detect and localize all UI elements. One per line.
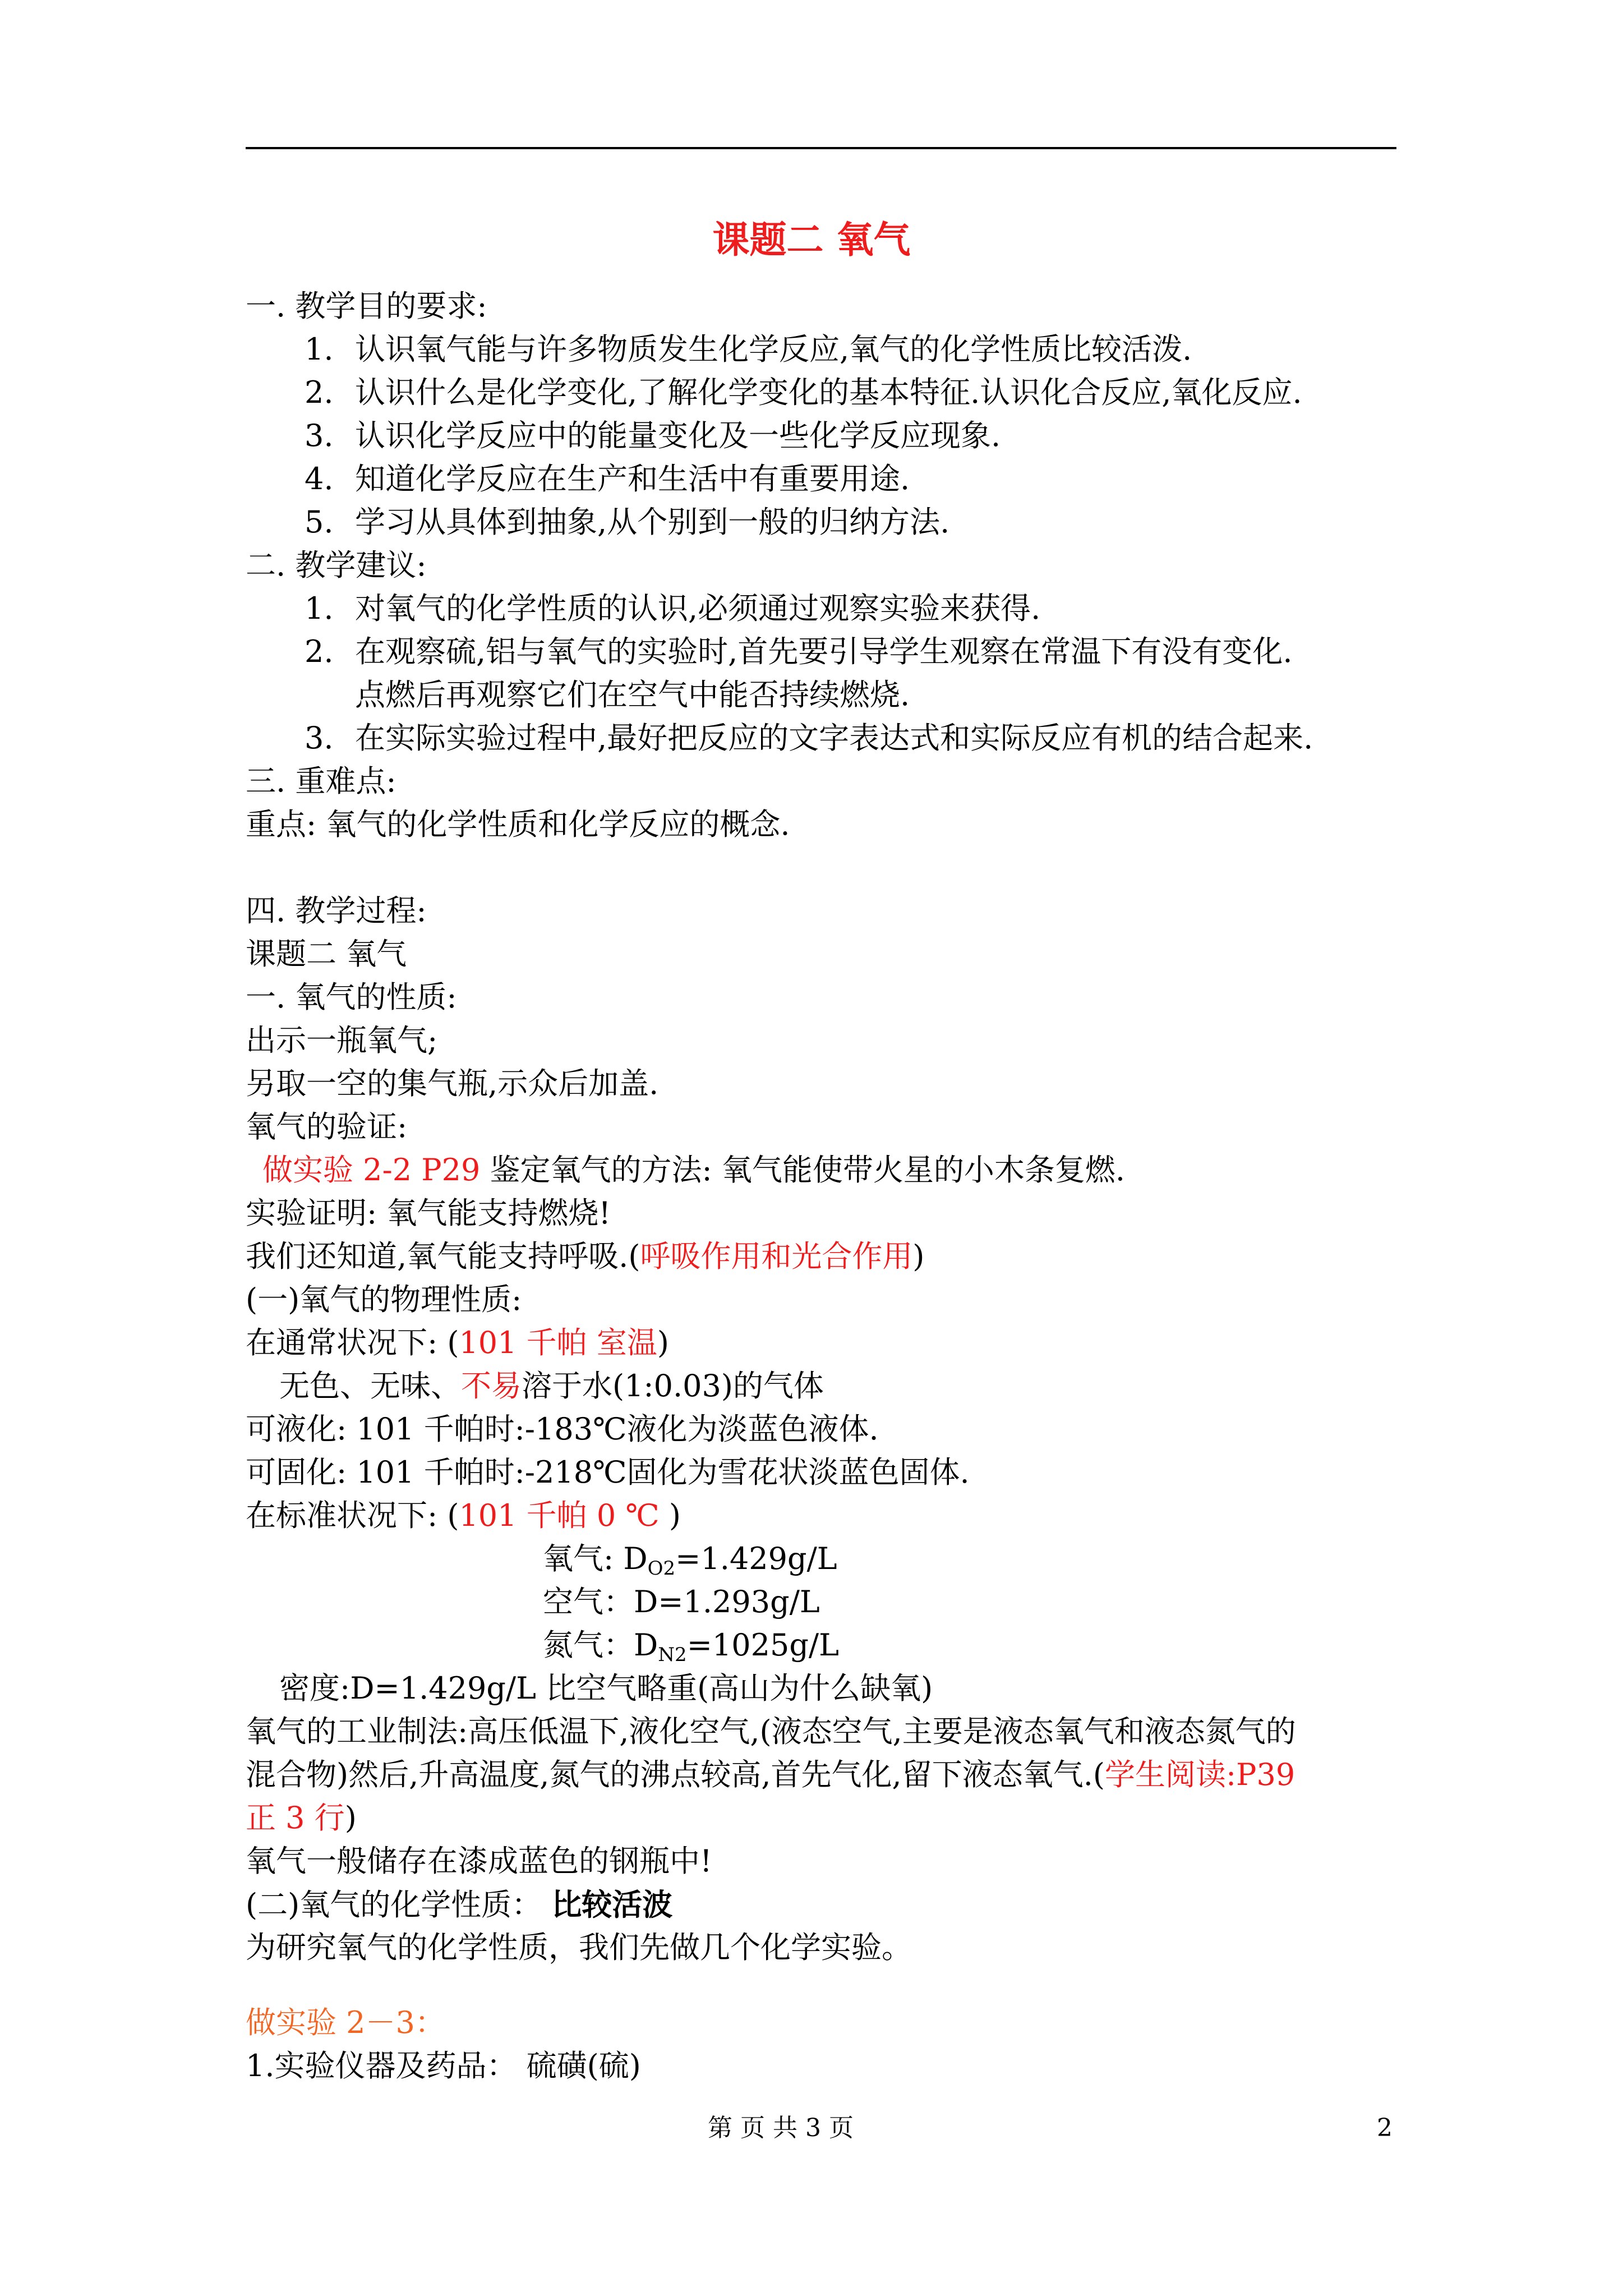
page-title: 课题二 氧气: [712, 218, 911, 261]
oxygen-density: [543, 1538, 837, 1580]
liquefy-line: 可液化: 101 千帕时:-183℃液化为淡蓝色液体.: [246, 1411, 879, 1447]
show-bottle: 出示一瓶氧气;: [246, 1023, 438, 1058]
section-2-heading: 二. 教学建议:: [246, 547, 427, 583]
nitrogen-density: [543, 1624, 839, 1667]
part-1-heading: 一. 氧气的性质:: [246, 979, 457, 1015]
chemical-properties-line: [246, 1883, 672, 1926]
experiment-2-2-label: 做实验 2-2 P29: [262, 1152, 481, 1188]
normal-conditions-highlight: 101 千帕 室温: [459, 1325, 657, 1360]
apparatus-line: 1.实验仪器及药品： 硫磺(硫): [246, 2048, 641, 2083]
oxygen-density-label: 氧气: D: [543, 1541, 648, 1576]
s1-item-4-num: 4.: [305, 461, 334, 496]
breathing-highlight: 呼吸作用和光合作用: [640, 1239, 913, 1274]
s2-item-2-text: 在观察硫,铝与氧气的实验时,首先要引导学生观察在常温下有没有变化.: [355, 634, 1293, 669]
breathing-line: [246, 1235, 924, 1278]
section-3-heading: 三. 重难点:: [246, 763, 396, 799]
density-line: 密度:D=1.429g/L 比空气略重(高山为什么缺氧): [279, 1671, 933, 1706]
industrial-reading-ref-cont: 正 3 行: [246, 1800, 345, 1835]
s2-item-1-text: 对氧气的化学性质的认识,必须通过观察实验来获得.: [355, 591, 1041, 626]
solidify-line: 可固化: 101 千帕时:-218℃固化为雪花状淡蓝色固体.: [246, 1455, 970, 1490]
normal-conditions-close: ): [657, 1325, 669, 1360]
oxygen-subscript: O2: [647, 1557, 676, 1580]
s1-item-1-text: 认识氧气能与许多物质发生化学反应,氧气的化学性质比较活泼.: [355, 332, 1192, 367]
air-density: 空气：D=1.293g/L: [543, 1584, 820, 1619]
s2-item-1-num: 1.: [305, 591, 334, 626]
breathing-text: 我们还知道,氧气能支持呼吸.(: [246, 1239, 640, 1274]
standard-conditions-highlight: 101 千帕 0 ℃: [459, 1498, 660, 1533]
section-1-heading: 一. 教学目的要求:: [246, 288, 487, 324]
section-4-heading: 四. 教学过程:: [246, 893, 427, 928]
s1-item-2-text: 认识什么是化学变化,了解化学变化的基本特征.认识化合反应,氧化反应.: [355, 375, 1302, 410]
experiment-2-3-heading: 做实验 2－3：: [246, 2005, 445, 2040]
s1-item-2-num: 2.: [305, 375, 334, 410]
standard-conditions-text: 在标准状况下: (: [246, 1498, 459, 1533]
experiment-2-2-line: [262, 1149, 1125, 1191]
key-point: 重点: 氧气的化学性质和化学反应的概念.: [246, 807, 790, 842]
nitrogen-subscript: N2: [658, 1644, 687, 1666]
colorless-line: [279, 1365, 824, 1407]
footer-page-number: 2: [1377, 2114, 1393, 2142]
s2-item-3-num: 3.: [305, 720, 334, 756]
experiment-2-2-text: 鉴定氧气的方法: 氧气能使带火星的小木条复燃.: [480, 1152, 1126, 1188]
footer-page-info: 第 页 共 3 页: [708, 2114, 854, 2142]
normal-conditions-line: [246, 1322, 669, 1364]
colorless-highlight: 不易: [461, 1368, 522, 1404]
industrial-line-3: [246, 1797, 357, 1839]
verify-heading: 氧气的验证:: [246, 1109, 408, 1144]
s1-item-3-text: 认识化学反应中的能量变化及一些化学反应现象.: [355, 418, 1001, 453]
oxygen-density-value: =1.429g/L: [675, 1541, 837, 1576]
s1-item-4-text: 知道化学反应在生产和生活中有重要用途.: [355, 461, 910, 496]
s1-item-5-text: 学习从具体到抽象,从个别到一般的归纳方法.: [355, 504, 950, 540]
chemical-properties-heading: (二)氧气的化学性质：: [246, 1887, 552, 1922]
normal-conditions-text: 在通常状况下: (: [246, 1325, 459, 1360]
take-bottle: 另取一空的集气瓶,示众后加盖.: [246, 1066, 659, 1101]
s1-item-5-num: 5.: [305, 504, 334, 540]
industrial-close: ): [344, 1800, 357, 1835]
breathing-close: ): [912, 1239, 925, 1274]
s1-item-1-num: 1.: [305, 332, 334, 367]
physical-properties-heading: (一)氧气的物理性质:: [246, 1282, 522, 1317]
standard-conditions-line: [246, 1494, 681, 1537]
s2-item-2-continuation: 点燃后再观察它们在空气中能否持续燃烧.: [355, 677, 910, 712]
research-line: 为研究氧气的化学性质，我们先做几个化学实验。: [246, 1930, 912, 1965]
storage-line: 氧气一般储存在漆成蓝色的钢瓶中!: [246, 1843, 712, 1879]
s2-item-3-text: 在实际实验过程中,最好把反应的文字表达式和实际反应有机的结合起来.: [355, 720, 1313, 756]
industrial-reading-ref: 学生阅读:P39: [1104, 1757, 1295, 1792]
colorless-text: 无色、无味、: [279, 1368, 461, 1404]
industrial-line-1: 氧气的工业制法:高压低温下,液化空气,(液态空气,主要是液态氧气和液态氮气的: [246, 1714, 1296, 1749]
industrial-text: 混合物)然后,升高温度,氮气的沸点较高,首先气化,留下液态氧气.(: [246, 1757, 1105, 1792]
industrial-line-2: [246, 1754, 1295, 1796]
s1-item-3-num: 3.: [305, 418, 334, 453]
lesson-title: 课题二 氧气: [246, 936, 407, 972]
nitrogen-density-label: 氮气：D: [543, 1627, 658, 1663]
nitrogen-density-value: =1025g/L: [686, 1627, 839, 1663]
colorless-rest: 溶于水(1:0.03)的气体: [522, 1368, 824, 1404]
header-rule: [246, 147, 1396, 149]
s2-item-2-num: 2.: [305, 634, 334, 669]
proof-line: 实验证明: 氧气能支持燃烧!: [246, 1195, 611, 1231]
chemical-properties-summary: 比较活波: [551, 1887, 673, 1922]
standard-conditions-close: ): [659, 1498, 681, 1533]
